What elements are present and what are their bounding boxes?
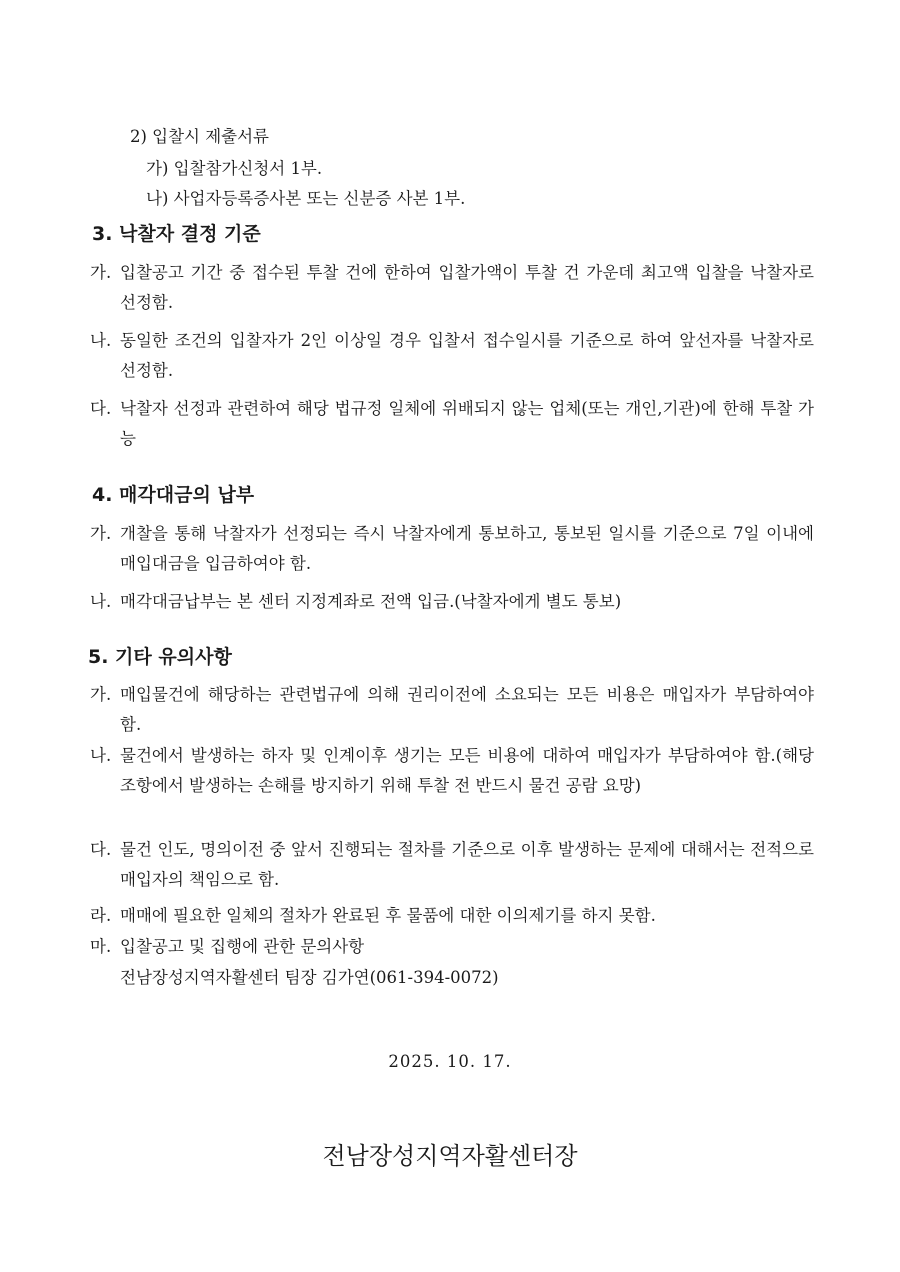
section-5-item-ga xyxy=(90,680,814,740)
item-text: 개찰을 통해 낙찰자가 선정되는 즉시 낙찰자에게 통보하고, 통보된 일시를 기준으로 7일 이내에 매입대금을 입금하여야 함. xyxy=(120,524,814,573)
item-text: 매매에 필요한 일체의 절차가 완료된 후 물품에 대한 이의제기를 하지 못함. xyxy=(120,906,656,925)
item-marker: 나. xyxy=(90,746,112,765)
section-5-item-na xyxy=(90,741,814,801)
section-3-item-na xyxy=(90,326,814,386)
section-4-item-ga xyxy=(90,519,814,579)
section-4-item-na xyxy=(90,587,814,617)
item-text: 동일한 조건의 입찰자가 2인 이상일 경우 입찰서 접수일시를 기준으로 하여 앞선자를 낙찰자로 선정함. xyxy=(120,331,814,380)
item-text: 물건 인도, 명의이전 중 앞서 진행되는 절차를 기준으로 이후 발생하는 문제에 대해서는 전적으로 매입자의 책임으로 함. xyxy=(120,840,814,889)
item-marker: 가. xyxy=(90,263,112,282)
section-4-heading: 4. 매각대금의 납부 xyxy=(92,484,255,506)
item-text: 입찰공고 기간 중 접수된 투찰 건에 한하여 입찰가액이 투찰 건 가운데 최고액 입찰을 낙찰자로 선정함. xyxy=(120,263,814,312)
item-marker: 다. xyxy=(90,399,112,418)
item-marker: 가. xyxy=(90,685,112,704)
submission-item-2: 나) 사업자등록증사본 또는 신분증 사본 1부. xyxy=(146,189,466,208)
item-text: 입찰공고 및 집행에 관한 문의사항 xyxy=(120,937,365,956)
item-marker: 나. xyxy=(90,592,112,611)
item-marker: 나. xyxy=(90,331,112,350)
item-text: 매각대금납부는 본 센터 지정계좌로 전액 입금.(낙찰자에게 별도 통보) xyxy=(120,592,622,611)
section-3-item-ga xyxy=(90,258,814,318)
section-5-item-ma xyxy=(90,932,814,962)
item-marker: 라. xyxy=(90,906,112,925)
document-date: 2025. 10. 17. xyxy=(388,1052,512,1071)
submission-title: 2) 입찰시 제출서류 xyxy=(130,127,269,146)
item-text: 매입물건에 해당하는 관련법규에 의해 권리이전에 소요되는 모든 비용은 매입자가 부담하여야 함. xyxy=(120,685,814,734)
contact-info: 전남장성지역자활센터 팀장 김가연(061-394-0072) xyxy=(120,968,499,987)
section-5-item-ra xyxy=(90,901,814,931)
section-3-item-da xyxy=(90,394,814,454)
item-text: 낙찰자 선정과 관련하여 해당 법규정 일체에 위배되지 않는 업체(또는 개인,기관)에 한해 투찰 가능 xyxy=(120,399,814,448)
submission-item-1: 가) 입찰참가신청서 1부. xyxy=(146,159,323,178)
section-3-heading: 3. 낙찰자 결정 기준 xyxy=(92,223,261,245)
item-marker: 다. xyxy=(90,840,112,859)
item-marker: 마. xyxy=(90,937,112,956)
section-5-item-da xyxy=(90,835,814,895)
issuer-signature: 전남장성지역자활센터장 xyxy=(322,1142,578,1170)
item-text: 물건에서 발생하는 하자 및 인계이후 생기는 모든 비용에 대하여 매입자가 부담하여야 함.(해당 조항에서 발생하는 손해를 방지하기 위해 투찰 전 반드시 물건 공람 요망) xyxy=(120,746,814,795)
section-5-heading: 5. 기타 유의사항 xyxy=(88,646,232,668)
item-marker: 가. xyxy=(90,524,112,543)
